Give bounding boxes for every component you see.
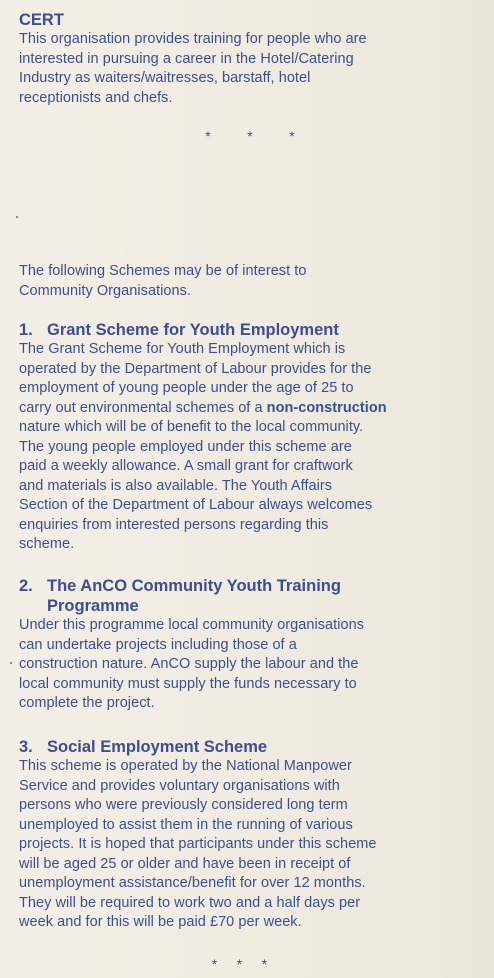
separator-star: * (247, 128, 253, 144)
scheme3-line: persons who were previously considered long term (19, 797, 348, 813)
intro-line: The following Schemes may be of interest to (19, 263, 307, 279)
scheme3-title: Social Employment Scheme (47, 738, 268, 756)
scheme1-heading (19, 320, 489, 340)
scheme2-line: Under this programme local community organisations (19, 617, 365, 633)
separator-star: * (261, 956, 268, 972)
separator-stars-top (187, 128, 313, 144)
scheme3-line: unemployment assistance/benefit for over 12 months. (19, 875, 366, 891)
intro-line: Community Organisations. (19, 282, 192, 299)
scheme1-line: Section of the Department of Labour always welcomes (19, 497, 373, 513)
scheme1-line: nature which will be of benefit to the local community. (19, 419, 364, 435)
scheme3-line: Service and provides voluntary organisations with (19, 777, 340, 794)
scheme2-line: local community must supply the funds necessary to (19, 675, 357, 692)
scheme1-line-with-emphasis (19, 399, 489, 419)
scheme3-line: unemployed to assist them in the running of various (19, 816, 353, 833)
cert-body-line: interested in pursuing a career in the Hotel/Catering (19, 50, 354, 67)
scheme1-emphasis: non-construction (266, 399, 387, 416)
separator-star: * (236, 956, 243, 972)
scheme2-number: 2. (19, 577, 33, 595)
scheme2-line: construction nature. AnCO supply the labour and the (19, 656, 359, 672)
scheme2-title-line1: The AnCO Community Youth Training (47, 577, 341, 595)
scheme2-line: can undertake projects including those of a (19, 636, 297, 653)
separator-star: * (211, 956, 218, 972)
speck-mark (16, 216, 18, 218)
scheme2-section (19, 576, 489, 714)
scheme2-title-line2: Programme (47, 597, 139, 615)
scheme3-line: projects. It is hoped that participants under this scheme (19, 836, 377, 852)
scheme3-heading (19, 737, 489, 757)
scheme1-line: and materials is also available. The Youth Affairs (19, 477, 333, 494)
scheme3-number: 3. (19, 738, 33, 756)
scheme2-line: complete the project. (19, 695, 155, 711)
scheme1-line: paid a weekly allowance. A small grant for craftwork (19, 458, 353, 474)
cert-title: CERT (19, 11, 64, 29)
cert-body-line: receptionists and chefs. (19, 89, 173, 106)
scheme3-line: This scheme is operated by the National Manpower (19, 758, 352, 774)
scheme3-line: will be aged 25 or older and have been in receipt of (19, 855, 351, 872)
separator-star: * (205, 128, 211, 144)
scheme1-line: carry out environmental schemes of a (19, 399, 267, 416)
scheme1-line: employment of young people under the age of 25 to (19, 380, 354, 396)
scheme1-section (19, 320, 489, 555)
scheme1-line: enquiries from interested persons regarding this (19, 516, 329, 533)
separator-stars-bottom (202, 956, 277, 972)
scheme1-line: scheme. (19, 536, 75, 552)
cert-section (19, 10, 489, 108)
scheme1-line: The Grant Scheme for Youth Employment which is (19, 341, 346, 357)
scheme2-heading (19, 576, 489, 596)
cert-body-line: Industry as waiters/waitresses, barstaff, hotel (19, 70, 311, 86)
scheme3-line: They will be required to work two and a half days per (19, 894, 361, 911)
speck-mark (10, 662, 12, 664)
separator-star: * (289, 128, 295, 144)
scheme3-section (19, 737, 489, 933)
scheme1-line: The young people employed under this scheme are (19, 438, 352, 455)
scheme1-title: Grant Scheme for Youth Employment (47, 321, 339, 339)
intro-section (19, 262, 489, 301)
scheme1-number: 1. (19, 321, 33, 339)
scheme1-line: operated by the Department of Labour provides for the (19, 360, 372, 377)
cert-body-line: This organisation provides training for people who are (19, 31, 367, 47)
scheme3-line: week and for this will be paid £70 per week. (19, 914, 302, 930)
